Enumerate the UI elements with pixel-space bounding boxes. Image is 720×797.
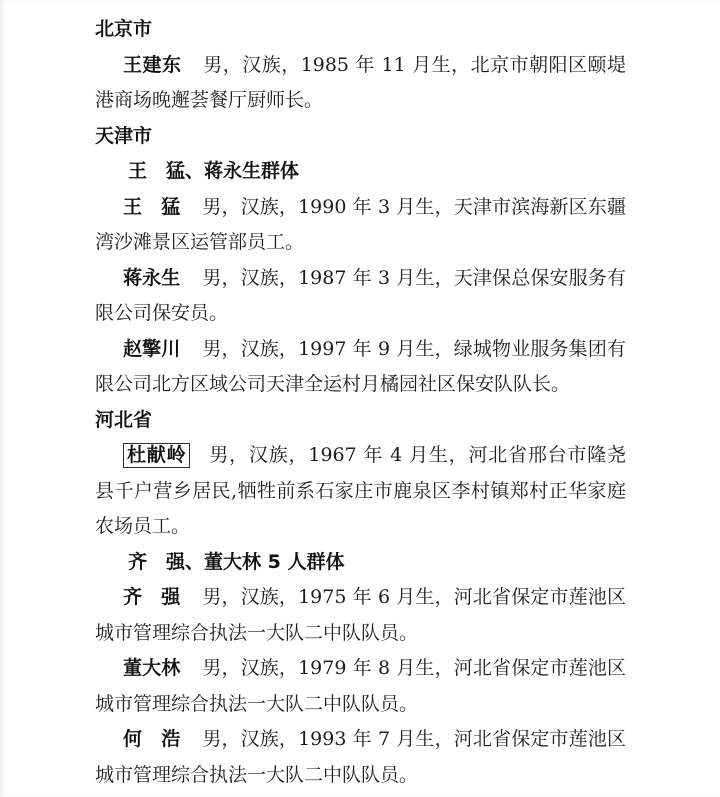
person-name: 蒋永生	[123, 266, 181, 289]
person-name: 齐 强	[123, 586, 181, 608]
person-entry	[95, 48, 626, 119]
section-heading-tianjin: 天津市	[95, 124, 153, 147]
group-title: 王 猛、蒋永生群体	[128, 160, 300, 182]
person-name: 王 猛	[123, 195, 181, 218]
person-details: 男，汉族，1990 年 3 月生，天津市滨海新区东疆湾沙滩景区运管部员工。	[95, 195, 626, 253]
person-entry	[95, 332, 626, 403]
person-name: 何 浩	[123, 728, 181, 750]
person-name-deceased-box: 杜献岭	[123, 443, 190, 468]
person-entry	[95, 190, 626, 261]
person-entry	[95, 651, 626, 722]
person-details: 男，汉族，1987 年 3 月生，天津保总保安服务有限公司保安员。	[95, 266, 626, 324]
person-entry	[95, 722, 626, 793]
person-details: 男，汉族，1985 年 11 月生，北京市朝阳区颐堤港商场晚邂荟餐厅厨师长。	[95, 53, 626, 111]
person-entry	[95, 261, 626, 332]
person-entry	[95, 580, 626, 651]
group-title: 齐 强、董大林 5 人群体	[128, 550, 345, 573]
person-details: 男，汉族，1993 年 7 月生，河北省保定市莲池区城市管理综合执法一大队二中队队员。	[95, 728, 626, 786]
person-details: 男，汉族，1975 年 6 月生，河北省保定市莲池区城市管理综合执法一大队二中队队员。	[95, 586, 626, 644]
person-details: 男，汉族，1997 年 9 月生，绿城物业服务集团有限公司北方区域公司天津全运村月橘园社区保安队队长。	[95, 337, 626, 395]
person-entry	[95, 438, 626, 545]
person-name: 董大林	[123, 657, 181, 679]
section-heading-beijing: 北京市	[95, 18, 153, 40]
person-details: 男，汉族，1967 年 4 月生，河北省邢台市隆尧县千户营乡居民,牺牲前系石家庄市鹿泉区李村镇郑村正华家庭农场员工。	[95, 444, 626, 537]
person-name: 赵擎川	[123, 337, 181, 360]
section-heading-hebei: 河北省	[95, 408, 153, 431]
person-details: 男，汉族，1979 年 8 月生，河北省保定市莲池区城市管理综合执法一大队二中队队员。	[95, 657, 626, 715]
person-name: 王建东	[123, 53, 182, 76]
